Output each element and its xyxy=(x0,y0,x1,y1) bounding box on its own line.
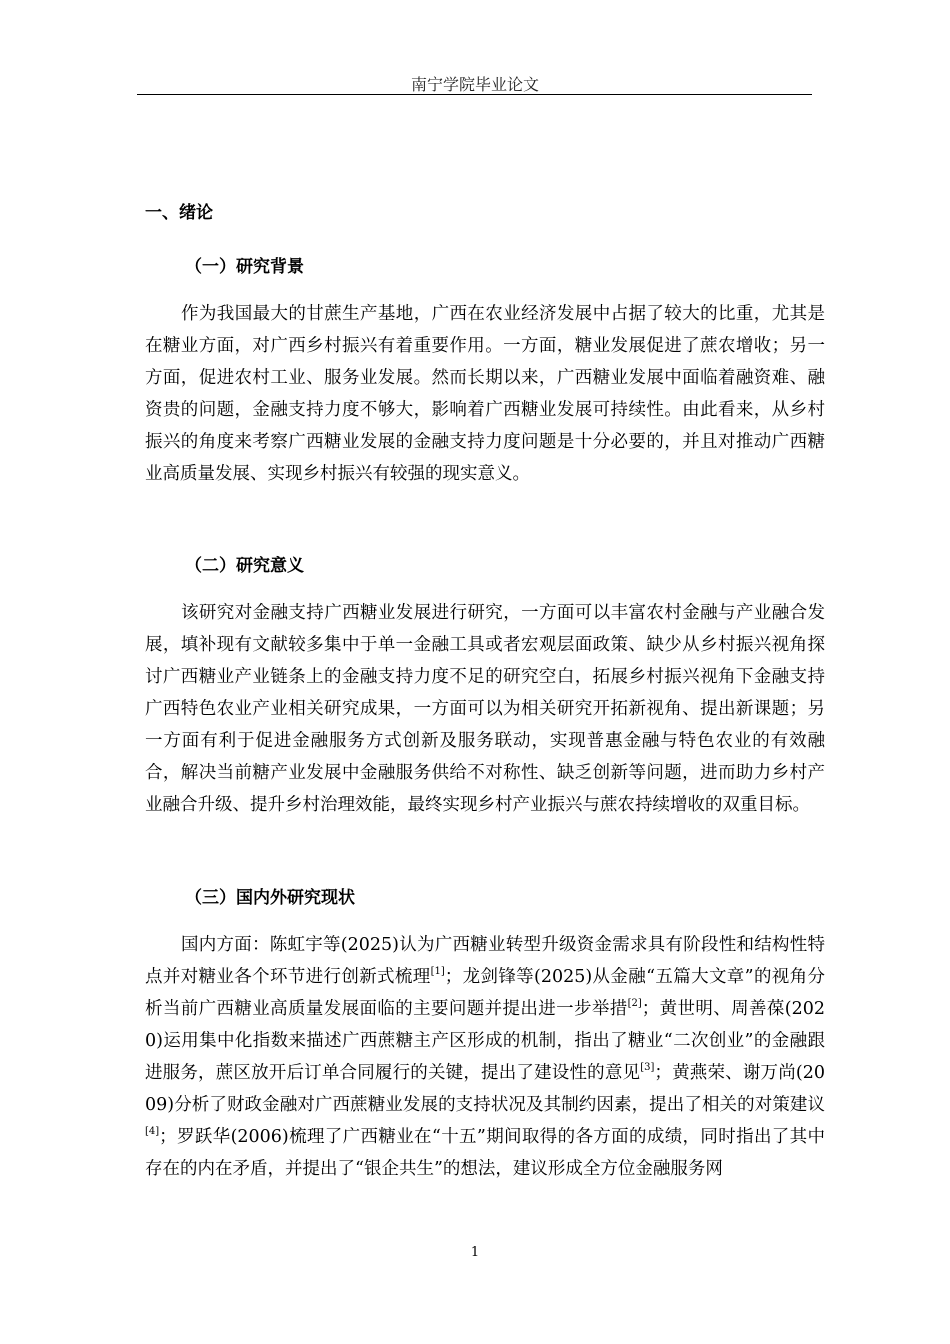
citation-marker: [2] xyxy=(627,998,642,1009)
paragraph-literature-review xyxy=(145,929,825,1185)
section-heading-literature-review: （三）国内外研究现状 xyxy=(185,888,355,908)
text-segment: ；龙剑锋等(2025)从金融“五篇大文章”的视角分析当前广西糖业高质量发展面临的主要问题并提出进一步举措 xyxy=(145,967,825,1019)
citation-marker: [4] xyxy=(145,1126,160,1137)
citation-marker: [3] xyxy=(640,1062,655,1073)
text-segment: ；罗跃华(2006)梳理了广西糖业在“十五”期间取得的各方面的成绩，同时指出了其中存在的内在矛盾，并提出了“银企共生”的想法，建议形成全方位金融服务网 xyxy=(145,1127,825,1179)
header-rule xyxy=(137,94,812,95)
text-segment: ；黄燕荣、谢万尚(2009)分析了财政金融对广西蔗糖业发展的支持状况及其制约因素，提出了相关的对策建议 xyxy=(145,1063,825,1115)
citation-marker: [1] xyxy=(430,966,445,977)
paragraph-significance: 该研究对金融支持广西糖业发展进行研究，一方面可以丰富农村金融与产业融合发展，填补现有文献较多集中于单一金融工具或者宏观层面政策、缺少从乡村振兴视角探讨广西糖业产业链条上的金融支持力度不足的研究空白，拓展乡村振兴视角下金融支持广西特色农业产业相关研究成果，一方面可以为相关研究开拓新视角、提出新课题；另一方面有利于促进金融服务方式创新及服务联动，实现普惠金融与特色农业的有效融合，解决当前糖产业发展中金融服务供给不对称性、缺乏创新等问题，进而助力乡村产业融合升级、提升乡村治理效能，最终实现乡村产业振兴与蔗农持续增收的双重目标。 xyxy=(145,603,825,815)
page-number: 1 xyxy=(470,1245,480,1260)
chapter-title: 一、绪论 xyxy=(145,203,213,223)
text-segment: 国内方面：陈虹宇等(2025)认为广西糖业转型升级资金需求具有阶段性和结构性特点并对糖业各个环节进行创新式梳理 xyxy=(145,935,825,987)
text-segment: ；黄世明、周善葆(2020)运用集中化指数来描述广西蔗糖主产区形成的机制，指出了糖业“二次创业”的金融跟进服务，蔗区放开后订单合同履行的关键，提出了建设性的意见 xyxy=(145,999,826,1083)
section-heading-significance: （二）研究意义 xyxy=(185,556,304,576)
paragraph-background: 作为我国最大的甘蔗生产基地，广西在农业经济发展中占据了较大的比重，尤其是在糖业方面，对广西乡村振兴有着重要作用。一方面，糖业发展促进了蔗农增收；另一方面，促进农村工业、服务业发展。然而长期以来，广西糖业发展中面临着融资难、融资贵的问题，金融支持力度不够大，影响着广西糖业发展可持续性。由此看来，从乡村振兴的角度来考察广西糖业发展的金融支持力度问题是十分必要的，并且对推动广西糖业高质量发展、实现乡村振兴有较强的现实意义。 xyxy=(145,304,825,484)
page-header-title: 南宁学院毕业论文 xyxy=(410,75,539,94)
section-heading-background: （一）研究背景 xyxy=(185,257,304,277)
